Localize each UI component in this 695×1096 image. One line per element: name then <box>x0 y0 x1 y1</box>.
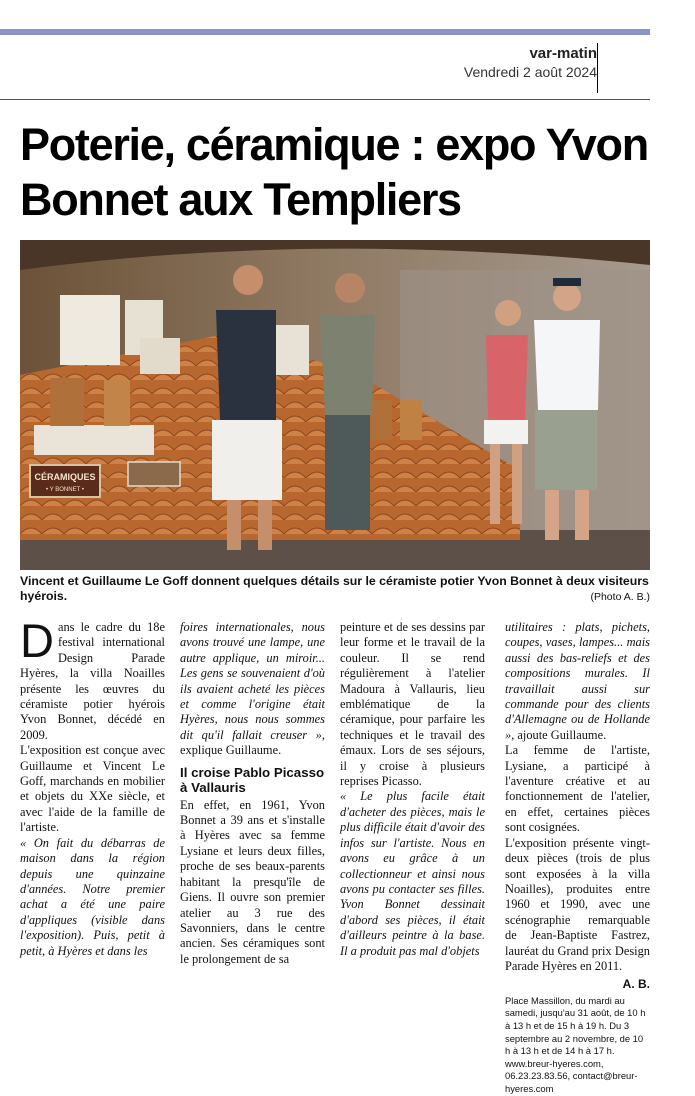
quote-1-part: « On fait du débarras de maison dans la région depuis une quinzaine d'années. Notre premier achat a été une paire d'appliques (visible dans l'exposition). Puis, petit à petit, à Hyères et dans les <box>20 835 165 958</box>
paragraph-4: La femme de l'artiste, Lysiane, a participé à l'aventure créative et au fonctionnement de l'atelier, en effet, certaines pièces sont cosignées. <box>505 743 650 835</box>
quote-1-attribution: , explique Guillaume. <box>180 727 325 758</box>
paragraph-3-part: En effet, en 1961, Yvon Bonnet a 39 ans et s'installe à Hyères avec sa femme Lysiane et leurs deux filles, proche de ses beaux-parents habitant la presqu'île de Giens. Il ouvre son premier atelier au 3 rue des Savonniers, dans le centre ancien. Ses céramiques sont le prolongement de sa <box>180 797 325 966</box>
header-divider <box>597 43 598 93</box>
quote-2-part: « Le plus facile était d'acheter des pièces, mais le plus difficile était d'avoir des infos sur l'artiste. Nous en avons eu grâce à un collectionneur et ainsi nous avons pu contacter ses filles. Yvon Bonnet dessinait d'abord ses pièces, il était d'ailleurs peintre à la base. Il a produit pas mal d'objets <box>340 789 485 958</box>
photo-caption: Vincent et Guillaume Le Goff donnent quelques détails sur le céramiste potier Yvon Bonnet à deux visiteurs hyérois. <box>20 574 649 603</box>
photo-illustration <box>20 240 650 570</box>
newspaper-name: var-matin <box>529 45 597 62</box>
quote-1: foires internationales, nous avons trouvé une lampe, une autre applique, un miroir... Les gens se souvenaient d'où ils avaient acheté les pièces et comme l'origine était Hyères, nous nous sommes dit qu'il fallait creuser » <box>180 620 325 742</box>
quote-2: utilitaires : plats, pichets, coupes, vases, lampes... mais aussi des bas-reliefs et des compositions murales. Il travaillait aussi sur commande pour des clients d'Allemagne ou de Hollande » <box>505 620 650 742</box>
article-photo <box>20 240 650 570</box>
headline: Poterie, céramique : expo Yvon Bonnet aux Templiers <box>20 119 648 225</box>
article-column-3 <box>340 620 485 959</box>
article-column-1 <box>20 614 165 959</box>
article-column-4 <box>505 620 650 1096</box>
subheading: Il croise Pablo Picasso à Vallauris <box>180 764 325 795</box>
photo-credit: (Photo A. B.) <box>590 591 650 603</box>
sign-text: CÉRAMIQUES <box>34 472 96 482</box>
masthead <box>464 44 597 82</box>
sign-subtext: • Y BONNET • <box>46 487 84 493</box>
issue-date: Vendredi 2 août 2024 <box>463 64 597 80</box>
practical-info: Place Massillon, du mardi au samedi, jusqu'au 31 août, de 10 h à 13 h et de 15 h à 19 h. Du 3 septembre au 2 novembre, de 10 h à 13 h et de 14 h à 17 h. www.breur-hyeres.com, 06.23.23.83.56, contact@breur-hyeres.com <box>505 994 646 1094</box>
paragraph-2: L'exposition est conçue avec Guillaume et Vincent Le Goff, marchands en mobilier et objets du XXe siècle, et avec l'aide de la famille de l'artiste. <box>20 743 165 835</box>
paragraph-5: L'exposition présente vingt-deux pièces (trois de plus sont exposées à la villa Noailles), produites entre 1960 et 1990, avec une scénographie remarquable de Jean-Baptiste Fastrez, lauréat du Grand prix Design Parade Hyères en 2011. <box>505 835 650 973</box>
top-color-bar <box>0 29 650 35</box>
intro-paragraph: ans le cadre du 18e festival international Design Parade Hyères, la villa Noailles présente les œuvres du céramiste potier hyérois Yvon Bonnet, décédé en 2009. <box>20 620 165 742</box>
drop-cap: D <box>20 614 54 667</box>
author-signature: A. B. <box>622 977 650 992</box>
article-column-2 <box>180 620 325 967</box>
header-rule <box>0 99 650 100</box>
paragraph-3: peinture et de ses dessins par leur forme et le travail de la couleur. Il se rend régulièrement à l'atelier Madoura à Vallauris, lieu emblématique de la céramique, pour parfaire les techniques et le travail des émaux. Lors de ses séjours, il y croise à plusieurs reprises Picasso. <box>340 620 485 789</box>
quote-2-attribution: , ajoute Guillaume. <box>511 727 607 742</box>
